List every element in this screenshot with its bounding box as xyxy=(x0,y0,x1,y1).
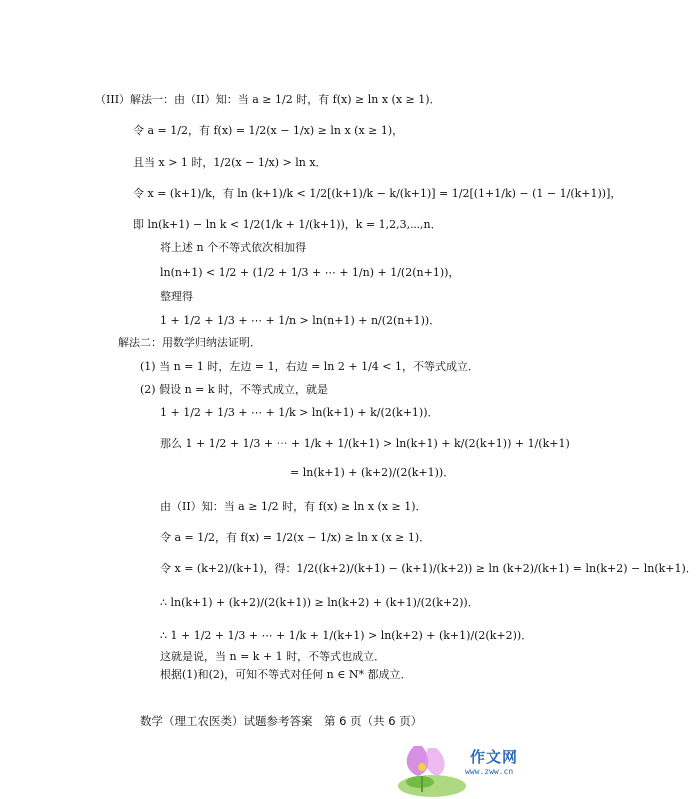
line-therefore-2 xyxy=(160,629,532,642)
line-let-a-half-2 xyxy=(160,531,430,544)
line-let-x-k-plus-2 xyxy=(160,562,697,575)
line-then-k-plus-1 xyxy=(160,437,570,450)
line-let-a-half xyxy=(133,124,403,137)
line-text: ∴ 1 + 1/2 + 1/3 + ⋯ + 1/k + 1/(k+1) > ln(k+2) + (k+1)/(2(k+2))． xyxy=(160,629,533,642)
line-induction-hypothesis xyxy=(140,383,328,396)
line-text: 根据(1)和(2)，可知不等式对任何 n ∈ N* 都成立． xyxy=(160,668,412,681)
line-equals-result xyxy=(290,466,454,479)
solution-method-one-header xyxy=(95,93,441,106)
solution-method-two-header xyxy=(118,336,261,349)
line-text: (1) 当 n = 1 时，左边 = 1，右边 = ln 2 + 1/4 < 1，不等式成立． xyxy=(140,360,480,373)
line-sum-n xyxy=(160,241,306,254)
line-from-ii xyxy=(160,500,427,513)
line-harmonic-result xyxy=(160,314,440,327)
line-text: ∴ ln(k+1) + (k+2)/(2(k+1)) ≥ ln(k+2) + (k+1)/(2(k+2))． xyxy=(160,596,479,609)
line-hypothesis-inequality xyxy=(160,406,439,419)
line-inequality-k xyxy=(133,218,442,231)
line-text: 即 ln(k+1) − ln k < 1/2(1/k + 1/(k+1))，k = 1,2,3,⋯,n． xyxy=(133,218,442,231)
watermark-title: 作文网 xyxy=(470,748,519,766)
line-text: 将上述 n 个不等式依次相加得 xyxy=(160,241,307,254)
line-text: 那么 1 + 1/2 + 1/3 + ⋯ + 1/k + 1/(k+1) > ln(k+1) + k/(2(k+1)) + 1/(k+1) xyxy=(160,437,570,450)
line-text: 1 + 1/2 + 1/3 + ⋯ + 1/k > ln(k+1) + k/(2(k+1))． xyxy=(160,406,439,419)
line-let-x xyxy=(133,187,621,200)
line-text: 令 x = (k+2)/(k+1)，得：1/2((k+2)/(k+1) − (k+1)/(k+2)) ≥ ln (k+2)/(k+1) = ln(k+2) − ln(k+1)． xyxy=(160,562,697,575)
line-that-is xyxy=(160,650,385,663)
line-text: ln(n+1) < 1/2 + (1/2 + 1/3 + ⋯ + 1/n) + 1/(2(n+1))， xyxy=(160,266,460,279)
line-text: （III）解法一：由（II）知：当 a ≥ 1/2 时，有 f(x) ≥ ln x (x ≥ 1)． xyxy=(95,93,441,106)
footer-text: 数学（理工农医类）试题参考答案 第 6 页（共 6 页） xyxy=(140,714,423,728)
line-rearrange xyxy=(160,290,193,303)
line-text: 令 x = (k+1)/k，有 ln (k+1)/k < 1/2[(k+1)/k − k/(k+1)] = 1/2[(1+1/k) − (1 − 1/(k+1))]， xyxy=(133,187,622,200)
line-conclusion xyxy=(160,668,412,681)
page-footer xyxy=(140,713,422,729)
line-text: = ln(k+1) + (k+2)/(2(k+1))． xyxy=(290,466,455,479)
line-text: 这就是说，当 n = k + 1 时，不等式也成立． xyxy=(160,650,386,663)
line-text: 解法二：用数学归纳法证明． xyxy=(118,336,261,349)
line-base-case xyxy=(140,360,479,373)
line-when-x-gt-1 xyxy=(133,156,327,169)
line-text: 令 a = 1/2，有 f(x) = 1/2(x − 1/x) ≥ ln x (x ≥ 1)． xyxy=(160,531,431,544)
line-text: 由（II）知：当 a ≥ 1/2 时，有 f(x) ≥ ln x (x ≥ 1)． xyxy=(160,500,427,513)
watermark-url: www.zww.cn xyxy=(465,767,514,776)
line-text: 且当 x > 1 时，1/2(x − 1/x) > ln x． xyxy=(133,156,327,169)
line-text: 1 + 1/2 + 1/3 + ⋯ + 1/n > ln(n+1) + n/(2(n+1))． xyxy=(160,314,441,327)
line-therefore-1 xyxy=(160,596,479,609)
line-text: (2) 假设 n = k 时，不等式成立，就是 xyxy=(140,383,329,396)
line-text: 令 a = 1/2，有 f(x) = 1/2(x − 1/x) ≥ ln x (x ≥ 1)， xyxy=(133,124,404,137)
line-text: 整理得 xyxy=(160,290,193,303)
line-ln-n-plus-1 xyxy=(160,266,459,279)
